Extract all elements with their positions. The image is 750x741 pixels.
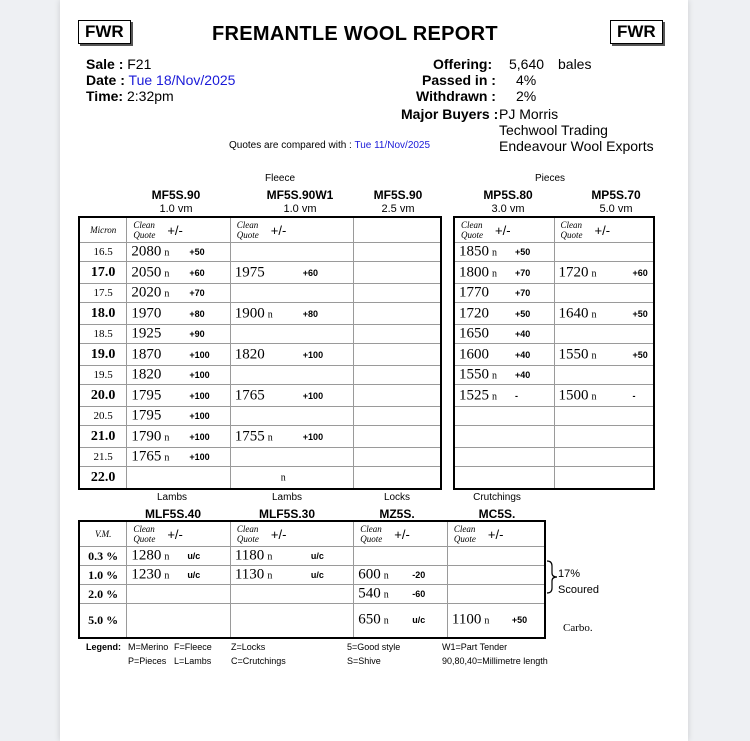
lambs-col1-code: MLF5S.40	[144, 507, 201, 521]
new-marker: n	[164, 268, 170, 279]
buyer-2: Techwool Trading	[499, 122, 608, 138]
pieces-cell	[554, 284, 654, 303]
quote-value: 1870	[131, 346, 162, 362]
scoured-label: Scoured	[558, 584, 599, 596]
quote-value: 1850	[459, 243, 489, 260]
fleece-cell	[354, 284, 441, 303]
carbo-label: Carbo.	[563, 622, 593, 634]
change-value: +100	[189, 370, 210, 380]
fleece-row	[79, 243, 441, 262]
buyer-1: PJ Morris	[499, 106, 559, 122]
change-value: -	[515, 390, 518, 401]
quote-value: 1790	[131, 428, 162, 444]
quote-value: 1280	[131, 547, 162, 564]
change-value: -60	[412, 589, 426, 599]
buyer-3: Endeavour Wool Exports	[499, 138, 654, 154]
fleece-row	[79, 366, 441, 385]
pieces-cell	[454, 325, 554, 344]
quote-value: 600	[358, 566, 381, 583]
fleece-row	[79, 262, 441, 284]
micron-cell: 17.5	[79, 284, 127, 303]
pieces-row	[454, 385, 654, 407]
lambs-cell	[127, 585, 231, 604]
pieces-cell	[454, 385, 554, 407]
crutchings-cell	[447, 547, 545, 566]
micron-header: Micron	[79, 217, 127, 243]
pieces-cell	[554, 303, 654, 325]
fleece-row	[79, 325, 441, 344]
quote-header: Clean Quote +/-	[454, 217, 554, 243]
pieces-cell	[554, 366, 654, 385]
locks-cell	[354, 547, 448, 566]
new-marker: n	[492, 391, 497, 402]
change-value: u/c	[310, 551, 324, 561]
fleece-row	[79, 448, 441, 467]
time-line	[86, 88, 174, 104]
new-marker: n	[492, 370, 497, 382]
quote-value: 1795	[131, 387, 162, 403]
fleece-cell	[230, 426, 353, 448]
buyers-label: Major Buyers :	[401, 106, 499, 122]
quote-header: Clean Quote +/-	[230, 521, 353, 547]
fleece-row	[79, 303, 441, 325]
micron-cell: 20.0	[79, 385, 127, 407]
change-value: +50	[515, 247, 531, 257]
passed-value: 4%	[516, 72, 537, 88]
vm-cell: 2.0 %	[79, 585, 127, 604]
new-marker: n	[484, 615, 490, 627]
change-value: +80	[189, 308, 205, 319]
fleece-col2-code: MF5S.90W1	[266, 188, 334, 202]
lambs-cell	[230, 566, 353, 585]
new-marker: n	[164, 570, 170, 582]
change-value: +50	[189, 247, 205, 257]
sale-label: Sale :	[86, 56, 124, 72]
new-marker: n	[164, 432, 170, 443]
fleece-cell	[127, 366, 230, 385]
fleece-cell	[127, 262, 230, 284]
new-marker: n	[591, 309, 597, 320]
change-value: +100	[302, 349, 324, 360]
legend-good-style: 5=Good style	[347, 642, 401, 652]
change-value: +50	[632, 349, 648, 360]
new-marker: n	[591, 391, 597, 402]
pieces-cell	[554, 467, 654, 490]
crutchings-cell	[447, 585, 545, 604]
time-value: 2:32pm	[126, 88, 174, 104]
change-value: +40	[515, 370, 531, 380]
fleece-row	[79, 426, 441, 448]
quote-value: 1720	[459, 305, 489, 321]
pieces-cell	[454, 344, 554, 366]
lambs-cell	[127, 604, 231, 638]
new-marker: n	[280, 472, 286, 483]
quote-value: 1720	[558, 264, 589, 280]
quote-value: 1820	[234, 346, 265, 362]
quote-value: 1500	[558, 387, 589, 403]
date-label: Date :	[86, 72, 125, 88]
legend-lambs: L=Lambs	[174, 656, 212, 666]
quote-header: Clean Quote +/-	[127, 521, 231, 547]
change-value: +60	[632, 267, 648, 278]
new-marker: n	[164, 551, 170, 563]
vm-header: V.M.	[79, 521, 127, 547]
scoured-bracket	[545, 560, 559, 594]
pieces-cell	[454, 243, 554, 262]
crutchings-group: Crutchings	[473, 492, 521, 503]
fleece-col1-vm: 1.0 vm	[159, 203, 193, 215]
vm-cell: 0.3 %	[79, 547, 127, 566]
lambs-row	[79, 604, 545, 638]
fleece-cell	[127, 407, 230, 426]
compare-label: Quotes are compared with :	[229, 140, 352, 151]
pieces-row	[454, 448, 654, 467]
pieces-cell	[454, 284, 554, 303]
withdrawn-value: 2%	[516, 88, 537, 104]
fleece-cell	[354, 243, 441, 262]
pieces-cell	[554, 385, 654, 407]
change-value: +100	[189, 452, 210, 462]
pieces-row	[454, 325, 654, 344]
lambs-cell	[230, 547, 353, 566]
quote-value: 2020	[131, 284, 162, 301]
fleece-cell	[230, 366, 353, 385]
fwr-logo-left: FWR	[78, 20, 131, 44]
change-value: +60	[302, 267, 319, 278]
legend-length: 90,80,40=Millimetre length	[442, 656, 548, 666]
fleece-cell	[354, 366, 441, 385]
pieces-cell	[454, 407, 554, 426]
fleece-group-label: Fleece	[264, 173, 295, 184]
crutchings-cell	[447, 604, 545, 638]
report-title: FREMANTLE WOOL REPORT	[212, 23, 498, 45]
fleece-row	[79, 284, 441, 303]
micron-cell: 21.5	[79, 448, 127, 467]
micron-cell: 16.5	[79, 243, 127, 262]
legend-fleece: F=Fleece	[174, 642, 212, 652]
micron-cell: 21.0	[79, 426, 127, 448]
quote-value: 2080	[131, 243, 162, 260]
legend-pieces: P=Pieces	[128, 656, 167, 666]
quote-header: Clean Quote +/-	[354, 521, 448, 547]
quote-value: 1795	[131, 407, 162, 424]
fleece-cell	[127, 243, 230, 262]
micron-cell: 19.5	[79, 366, 127, 385]
quote-value: 1180	[234, 547, 265, 564]
quote-value: 1770	[459, 284, 489, 301]
quote-header: Clean Quote +/-	[447, 521, 545, 547]
new-marker: n	[267, 570, 273, 582]
change-value: +100	[189, 411, 210, 421]
new-marker: n	[164, 247, 170, 259]
crutchings-cell	[447, 566, 545, 585]
lambs-group-2: Lambs	[271, 492, 302, 503]
lambs-cell	[127, 547, 231, 566]
pieces-cell	[454, 448, 554, 467]
withdrawn-label: Withdrawn :	[416, 88, 496, 104]
fleece-row	[79, 344, 441, 366]
pieces-cell	[554, 407, 654, 426]
compare-date: Tue 11/Nov/2025	[354, 140, 431, 151]
lambs-cell	[127, 566, 231, 585]
new-marker: n	[164, 288, 170, 300]
micron-cell: 20.5	[79, 407, 127, 426]
pieces-row	[454, 303, 654, 325]
offering-unit: bales	[558, 56, 592, 72]
pieces-cell	[554, 344, 654, 366]
pieces-cell	[554, 262, 654, 284]
pieces-cell	[454, 303, 554, 325]
fleece-cell	[127, 385, 230, 407]
pieces-cell	[554, 325, 654, 344]
change-value: u/c	[187, 570, 201, 580]
fleece-cell	[230, 467, 353, 490]
locks-group: Locks	[383, 492, 411, 503]
pieces-row	[454, 344, 654, 366]
fleece-cell	[230, 284, 353, 303]
fleece-cell	[230, 325, 353, 344]
legend-locks: Z=Locks	[231, 642, 266, 652]
change-value: +40	[515, 349, 531, 360]
new-marker: n	[267, 309, 273, 320]
pieces-row	[454, 366, 654, 385]
fleece-table	[78, 216, 442, 490]
pieces-row	[454, 407, 654, 426]
fleece-col1-code: MF5S.90	[151, 188, 201, 202]
fleece-cell	[354, 344, 441, 366]
fleece-cell	[127, 325, 230, 344]
fleece-row	[79, 385, 441, 407]
locks-cell	[354, 566, 448, 585]
passed-label: Passed in :	[422, 72, 496, 88]
fleece-cell	[354, 407, 441, 426]
quote-value: 650	[358, 611, 381, 628]
fleece-cell	[230, 385, 353, 407]
quote-value: 1550	[558, 346, 589, 362]
change-value: +50	[515, 308, 531, 319]
new-marker: n	[383, 570, 389, 582]
fleece-cell	[127, 426, 230, 448]
lambs-table	[78, 520, 546, 639]
quote-value: 1640	[558, 305, 589, 321]
pieces-row	[454, 467, 654, 490]
new-marker: n	[267, 551, 273, 563]
pieces-col2-vm: 5.0 vm	[599, 203, 633, 215]
lambs-cell	[230, 585, 353, 604]
fleece-cell	[230, 262, 353, 284]
fleece-cell	[230, 243, 353, 262]
quote-value: 540	[358, 585, 381, 602]
sale-value: F21	[127, 56, 152, 72]
lambs-group-1: Lambs	[156, 492, 187, 503]
micron-cell: 18.0	[79, 303, 127, 325]
change-value: +50	[632, 308, 648, 319]
pieces-row	[454, 243, 654, 262]
pieces-row	[454, 284, 654, 303]
quote-value: 1525	[459, 387, 489, 403]
pieces-cell	[454, 366, 554, 385]
lambs-cell	[230, 604, 353, 638]
new-marker: n	[591, 350, 597, 361]
change-value: -20	[412, 570, 426, 580]
fleece-cell	[354, 262, 441, 284]
new-marker: n	[591, 268, 597, 279]
time-label: Time:	[86, 88, 124, 104]
change-value: +60	[189, 267, 205, 278]
fleece-cell	[230, 448, 353, 467]
offering-label: Offering:	[433, 56, 493, 72]
fleece-cell	[127, 284, 230, 303]
locks-cell	[354, 604, 448, 638]
change-value: +80	[302, 308, 319, 319]
fleece-cell	[354, 467, 441, 490]
pieces-col1-code: MP5S.80	[483, 188, 533, 202]
quote-header: Clean Quote +/-	[554, 217, 654, 243]
legend-merino: M=Merino	[128, 642, 169, 652]
quote-value: 1765	[234, 387, 265, 403]
quote-value: 1550	[459, 366, 489, 383]
pieces-col1-vm: 3.0 vm	[491, 203, 525, 215]
pieces-group-label: Pieces	[534, 173, 565, 184]
crutchings-code: MC5S.	[478, 507, 516, 521]
fleece-cell	[354, 325, 441, 344]
quote-header: Clean Quote +/-	[127, 217, 230, 243]
micron-cell: 18.5	[79, 325, 127, 344]
change-value: +90	[189, 329, 205, 339]
new-marker: n	[164, 452, 170, 464]
quote-value: 1230	[131, 566, 162, 583]
quote-value: 1100	[451, 611, 482, 628]
locks-code: MZ5S.	[379, 507, 415, 521]
lambs-col2-code: MLF5S.30	[258, 507, 315, 521]
pieces-col2-code: MP5S.70	[591, 188, 641, 202]
fleece-cell	[127, 344, 230, 366]
pieces-cell	[554, 426, 654, 448]
legend-part-tender: W1=Part Tender	[442, 642, 508, 652]
lambs-row	[79, 585, 545, 604]
vm-cell: 1.0 %	[79, 566, 127, 585]
quote-value: 1755	[234, 428, 265, 444]
quote-value: 1820	[131, 366, 162, 383]
quote-value: 1970	[131, 305, 162, 321]
sale-line	[86, 56, 151, 72]
fleece-col2-vm: 1.0 vm	[283, 203, 317, 215]
fleece-cell	[127, 448, 230, 467]
new-marker: n	[492, 268, 497, 279]
fleece-row	[79, 407, 441, 426]
pieces-cell	[454, 426, 554, 448]
quote-value: 1650	[459, 325, 489, 342]
pieces-row	[454, 426, 654, 448]
pieces-cell	[554, 448, 654, 467]
change-value: +40	[515, 329, 531, 339]
lambs-row	[79, 566, 545, 585]
fleece-col3-code: MF5S.90	[373, 188, 423, 202]
legend-label: Legend:	[86, 642, 121, 652]
legend-shive: S=Shive	[347, 656, 381, 666]
change-value: +70	[515, 267, 531, 278]
change-value: +50	[511, 615, 528, 626]
change-value: u/c	[310, 570, 324, 580]
fleece-cell	[354, 303, 441, 325]
date-line	[86, 72, 235, 88]
fleece-cell	[230, 344, 353, 366]
pieces-cell	[454, 467, 554, 490]
compare-note	[229, 140, 430, 151]
fleece-col3-vm: 2.5 vm	[381, 203, 415, 215]
date-value: Tue 18/Nov/2025	[128, 72, 236, 88]
vm-cell: 5.0 %	[79, 604, 127, 638]
change-value: +100	[189, 431, 210, 442]
pieces-cell	[554, 243, 654, 262]
offering-value: 5,640	[509, 56, 545, 72]
pieces-row	[454, 262, 654, 284]
new-marker: n	[492, 247, 497, 259]
quote-value: 1600	[459, 346, 489, 362]
fleece-cell	[230, 407, 353, 426]
change-value: +70	[515, 288, 531, 298]
change-value: +100	[189, 349, 210, 360]
legend-crutchings: C=Crutchings	[231, 656, 286, 666]
micron-cell: 22.0	[79, 467, 127, 490]
pieces-cell	[454, 262, 554, 284]
lambs-row	[79, 547, 545, 566]
fleece-cell	[354, 385, 441, 407]
quote-value: 1130	[234, 566, 265, 583]
fwr-logo-right: FWR	[610, 20, 663, 44]
report-sheet	[60, 0, 688, 741]
pieces-table	[453, 216, 655, 490]
change-value: +70	[189, 288, 205, 298]
quote-value: 1800	[459, 264, 489, 280]
micron-cell: 19.0	[79, 344, 127, 366]
fleece-cell	[127, 467, 230, 490]
fleece-cell	[127, 303, 230, 325]
fleece-cell	[354, 448, 441, 467]
scoured-pct: 17%	[558, 568, 581, 580]
new-marker: n	[267, 432, 273, 443]
fleece-cell	[230, 303, 353, 325]
quote-value: 1900	[234, 305, 265, 321]
quote-value: 1925	[131, 325, 162, 342]
new-marker: n	[383, 615, 389, 627]
change-value: +100	[189, 390, 210, 401]
change-value: +100	[302, 431, 324, 442]
micron-cell: 17.0	[79, 262, 127, 284]
quote-value: 2050	[131, 264, 162, 280]
quote-header: Clean Quote +/-	[230, 217, 353, 243]
locks-cell	[354, 585, 448, 604]
quote-value: 1975	[234, 264, 265, 280]
change-value: u/c	[412, 615, 426, 626]
fleece-cell	[354, 426, 441, 448]
new-marker: n	[383, 589, 389, 601]
fleece-row	[79, 467, 441, 490]
change-value: -	[632, 390, 636, 401]
change-value: u/c	[187, 551, 201, 561]
change-value: +100	[302, 390, 324, 401]
quote-value: 1765	[131, 448, 162, 465]
